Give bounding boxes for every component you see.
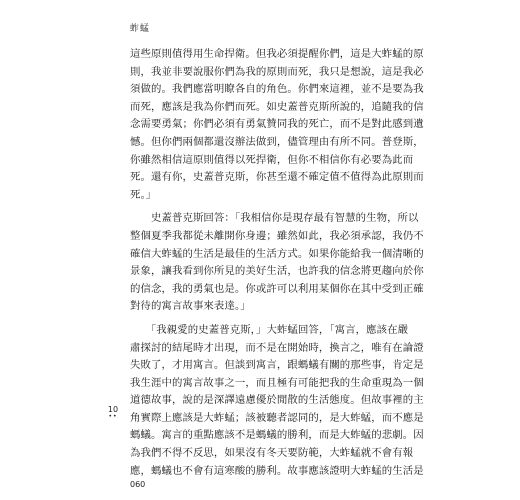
text-line: 史蓋普克斯回答：「我相信你是現存最有智慧的生物，所以 xyxy=(130,212,419,225)
text-line: 的信念，我的勇氣也是。你或許可以利用某個你在其中受到正確 xyxy=(130,282,424,295)
text-line: 確信大蚱蜢的生活是最佳的生活方式。如果你能給我一個清晰的 xyxy=(130,247,424,260)
text-line: 失敗了，才用寓言。但談到寓言，跟螞蟻有關的那些事，肯定是 xyxy=(130,359,424,372)
text-line: 死。還有你，史蓋普克斯，你甚至還不確定值不值得為此原則而 xyxy=(130,171,424,184)
paragraph xyxy=(130,210,424,316)
text-line: 應，螞蟻也不會有這寒酸的勝利。故事應該證明大蚱蜢的生活是 xyxy=(130,464,424,477)
text-line: 角實際上應該是大蚱蜢；該被聽者認同的，是大蚱蜢，而不應是 xyxy=(130,411,424,424)
text-line: 螞蟻。寓言的重點應該不是螞蟻的勝利，而是大蚱蜢的悲劇。因 xyxy=(130,429,424,442)
text-line: 而死，應該是我為你們而死。如史蓋普克斯所說的，追隨我的信 xyxy=(130,100,424,113)
text-line: 為我們不得不反思，如果沒有冬天要防範，大蚱蜢就不會有報 xyxy=(130,447,414,460)
text-line: 念需要勇氣；你們必須有勇氣贊同我的死亡，而不是對此感到遺 xyxy=(130,118,424,131)
text-line: 「我親愛的史蓋普克斯，」大蚱蜢回答，「寓言，應該在嚴 xyxy=(130,323,409,336)
text-line: 道德故事，說的是深譯遠慮優於閒散的生活態度。但故事裡的主 xyxy=(130,394,424,407)
paragraph xyxy=(130,46,424,204)
page-number: 060 xyxy=(130,480,146,489)
text-line: 須做的。我們應當明瞭各自的角色。你們來這裡，並不是要為我 xyxy=(130,83,424,96)
text-line: 死。」 xyxy=(130,188,157,201)
body-text xyxy=(130,46,424,480)
text-line: 你雖然相信這原則值得以死捍衛，但你不相信你有必要為此而 xyxy=(130,153,414,166)
text-line: 憾。但你們兩個都還沒辦法做到，儘管理由有所不同。普登斯， xyxy=(130,135,424,148)
margin-note-dots: •• xyxy=(108,413,118,420)
margin-note-number: 10 xyxy=(107,405,119,414)
text-line: 肅探討的結尾時才出現，而不是在開始時，換言之，唯有在論證 xyxy=(130,341,424,354)
text-line: 這些原則值得用生命捍衛。但我必須提醒你們，這是大蚱蜢的原 xyxy=(130,48,424,60)
running-head: 蚱蜢 xyxy=(130,24,151,34)
text-line: 則，我並非要說服你們為我的原則而死，我只是想說，這是我必 xyxy=(130,65,424,78)
text-line: 整個夏季我都從未離開你身邊；雖然如此，我必須承認，我仍不 xyxy=(130,229,424,242)
paragraph xyxy=(130,322,424,480)
text-line: 對待的寓言故事來表達。」 xyxy=(130,300,251,313)
text-line: 我生涯中的寓言故事之一，而且極有可能把我的生命重現為一個 xyxy=(130,376,424,389)
text-line: 景象，讓我看到你所見的美好生活，也許我的信念將更趨向於你 xyxy=(130,265,424,278)
margin-note xyxy=(106,405,120,420)
